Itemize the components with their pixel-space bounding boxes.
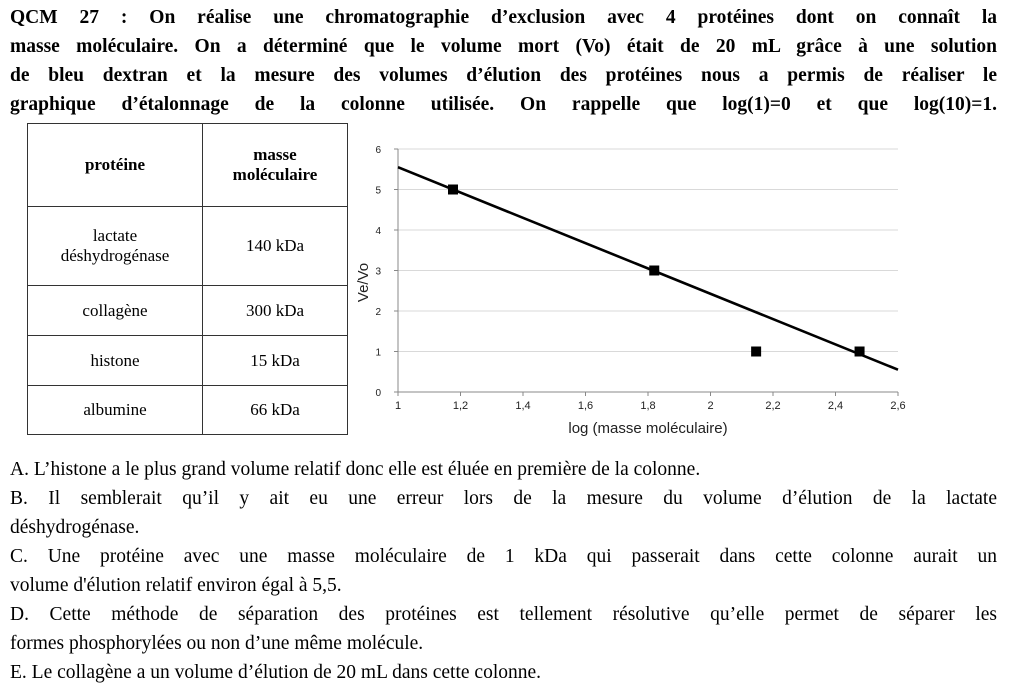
trendline xyxy=(398,167,898,370)
protein-name: collagène xyxy=(28,286,203,336)
x-axis-title: log (masse moléculaire) xyxy=(568,420,728,437)
x-tick-label: 1,4 xyxy=(515,400,531,412)
x-tick-label: 1 xyxy=(394,400,402,412)
question-text xyxy=(10,3,997,119)
answer-line xyxy=(10,600,997,629)
answer-c xyxy=(10,542,997,600)
answer-text: L’histone a le plus grand volume relatif donc elle est éluée en première de la colonne. xyxy=(33,459,701,480)
protein-name: albumine xyxy=(28,386,203,435)
answer-line xyxy=(10,484,997,513)
data-point xyxy=(751,347,761,357)
header-mass xyxy=(203,124,348,207)
answer-a xyxy=(10,455,997,484)
answers-list xyxy=(10,455,997,687)
question-line: de bleu dextran et la mesure des volumes d’élution des protéines nous a permis de réaliser le xyxy=(10,65,997,86)
x-tick-label: 1,2 xyxy=(452,400,469,412)
question-line: masse moléculaire. On a déterminé que le volume mort (Vo) était de 20 mL grâce à une solution xyxy=(10,36,997,57)
x-tick-label: 1,8 xyxy=(640,400,656,412)
x-tick-label: 1,6 xyxy=(577,400,594,412)
protein-name-line: déshydrogénase xyxy=(60,246,170,265)
answer-d xyxy=(10,600,997,658)
answer-letter: B. xyxy=(10,488,28,509)
y-tick-label: 0 xyxy=(375,388,381,399)
y-tick-label: 2 xyxy=(375,307,381,318)
question-line: QCM 27 : On réalise une chromatographie d’exclusion avec 4 protéines dont on connaît la xyxy=(10,7,997,28)
header-protein: protéine xyxy=(28,124,203,207)
protein-name-line: lactate xyxy=(92,226,138,245)
header-mass-line: moléculaire xyxy=(232,165,318,184)
x-tick-label: 2,4 xyxy=(827,400,844,412)
question-line: graphique d’étalonnage de la colonne utilisée. On rappelle que log(1)=0 et que log(10)=1. xyxy=(10,94,997,115)
data-point xyxy=(448,185,458,195)
data-point xyxy=(649,266,659,276)
y-tick-label: 3 xyxy=(375,266,381,278)
protein-table xyxy=(27,123,348,435)
answer-letter: E. xyxy=(10,662,27,683)
data-point xyxy=(855,347,865,357)
answer-b xyxy=(10,484,997,542)
protein-name: histone xyxy=(28,336,203,386)
answer-text: Le collagène a un volume d’élution de 20 mL dans cette colonne. xyxy=(31,662,542,683)
table-row xyxy=(28,336,348,386)
table-row xyxy=(28,286,348,336)
x-tick-label: 2 xyxy=(707,400,714,412)
table-header-row xyxy=(28,124,348,207)
answer-line xyxy=(10,542,997,571)
y-tick-label: 4 xyxy=(375,226,381,237)
answer-letter: D. xyxy=(10,604,29,625)
table-row xyxy=(28,386,348,435)
protein-name xyxy=(28,207,203,286)
answer-text: Il semblerait qu’il y ait eu une erreur lors de la mesure du volume d’élution de la lactate xyxy=(48,488,997,509)
y-axis-title: Ve/Vo xyxy=(355,262,372,303)
answer-letter: A. xyxy=(10,459,29,480)
answer-text: formes phosphorylées ou non d’une même molécule. xyxy=(10,633,424,654)
protein-mass: 300 kDa xyxy=(203,286,348,336)
protein-mass: 15 kDa xyxy=(203,336,348,386)
answer-e xyxy=(10,658,997,687)
y-tick-label: 1 xyxy=(375,347,381,359)
y-tick-label: 5 xyxy=(375,185,381,197)
y-tick-label: 6 xyxy=(375,145,381,156)
answer-letter: C. xyxy=(10,546,28,567)
table-row xyxy=(28,207,348,286)
answer-text: Cette méthode de séparation des protéines est tellement résolutive qu’elle permet de séparer les xyxy=(49,604,997,625)
header-mass-line: masse xyxy=(253,145,297,164)
answer-text: déshydrogénase. xyxy=(10,517,140,538)
x-tick-label: 2,2 xyxy=(765,400,781,412)
x-tick-label: 2,6 xyxy=(890,400,906,412)
answer-text: volume d'élution relatif environ égal à 5,5. xyxy=(10,575,342,596)
calibration-chart xyxy=(350,138,910,443)
protein-mass: 140 kDa xyxy=(203,207,348,286)
answer-text: Une protéine avec une masse moléculaire de 1 kDa qui passerait dans cette colonne aurait un xyxy=(47,546,997,567)
protein-mass: 66 kDa xyxy=(203,386,348,435)
